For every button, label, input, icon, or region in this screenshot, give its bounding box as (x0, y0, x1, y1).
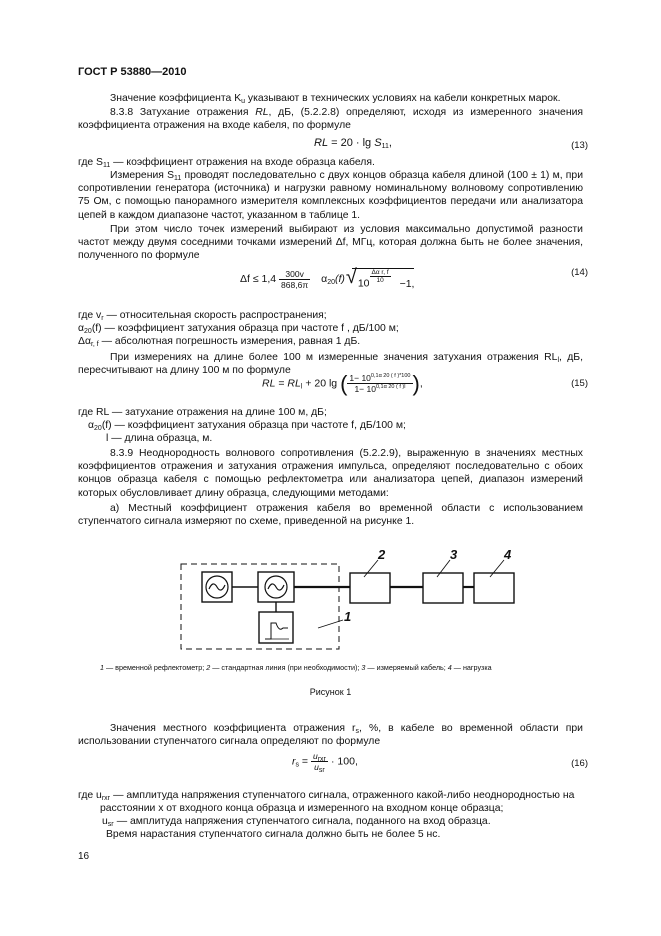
paragraph-local-reflection: Значения местного коэффициента отражения $r_s$, %, в кабеле во временной области при использовании ступенчатого сигнала определяют по формуле (78, 723, 583, 748)
where-14-alpha: $\alpha_{20}(f)$ — коэффициент затухания образца при частоте f , дБ/100 м; (78, 323, 399, 335)
paragraph-coefficient: Значение коэффициента $K_u$ указывают в технических условиях на кабели конкретных марок. (110, 93, 561, 105)
where-13: где $S_{11}$ — коэффициент отражения на входе образца кабеля. (78, 157, 375, 169)
where-14-vr: где $v_r$ — относительная скорость распространения; (78, 310, 327, 322)
equation-number-13: (13) (571, 140, 588, 151)
paragraph-8-3-8: 8.3.8 Затухание отражения RL, дБ, (5.2.2.8) определяют, исходя из измеренного значения коэффициента отражения на входе кабеля, по формуле (78, 107, 583, 132)
paragraph-length-recalc: При измерениях на длине более 100 м измеренные значения затухания отражения $RL_l$, дБ, пересчитывают на длину 100 м по формуле (78, 352, 583, 377)
paragraph-measurement-points: При этом число точек измерений выбирают из условия максимально допустимой разности частот между двумя соседними точками измерений Δf, МГц, которая должна быть не более значения, полученного по формуле (78, 224, 583, 262)
document-header: ГОСТ Р 53880—2010 (78, 66, 187, 78)
where-16-urx: где $u_{rxг}$ — амплитуда напряжения ступенчатого сигнала, отраженного какой-либо неоднородностью на расстоянии x от входного конца образца и измеренного на входном конце образца; (78, 790, 575, 815)
paragraph-s11-measurement: Измерения $S_{11}$ проводят последовательно с двух концов образца кабеля длиной (100 ± 1) м, при сопротивлении генератора (источника) и нагрузки равному номинальному волновому сопротивлению 75 Ом, с помощью панорамного измерителя комплексных коэффициентов передачи или анализатора цепей в каждом диапазоне частот, указанном в таблице 1. (78, 170, 583, 221)
equation-number-15: (15) (571, 378, 588, 389)
paragraph-rise-time: Время нарастания ступенчатого сигнала должно быть не более 5 нс. (106, 829, 441, 840)
label-2: 2 (378, 547, 386, 562)
where-15-alpha: $\alpha_{20}(f)$ — коэффициент затухания образца при частоте f, дБ/100 м; (88, 420, 406, 432)
label-1: 1 (344, 609, 352, 624)
figure-title: Рисунок 1 (309, 687, 352, 697)
equation-number-14: (14) (571, 267, 588, 278)
figure-1-diagram (0, 540, 661, 658)
reflectometer-enclosure (181, 564, 339, 649)
equation-number-16: (16) (571, 758, 588, 769)
label-4: 4 (504, 547, 512, 562)
where-15-rl: где RL — затухание отражения на длине 100 м, дБ; (78, 407, 327, 418)
where-16-us: $u_{sг}$ — амплитуда напряжения ступенчатого сигнала, поданного на вход образца. (102, 816, 491, 828)
load-box (474, 573, 514, 603)
formula-14: Δf ≤ 1,4 $\frac{300v}{868,6\pi}$ $\alpha_{20}(f)$ √ 10 $\frac{\text{Δα r, f}}{10}$ −1, (240, 266, 415, 290)
page-number: 16 (78, 851, 90, 862)
paragraph-8-3-9: 8.3.9 Неоднородность волнового сопротивления (5.2.2.9), выраженную в значениях местных коэффициентов отражения и затухания отражения импульса, определяют последовательно с обоих концов образца кабеля с помощью рефлектометра или анализатора цепей, диапазон измерений которых обусловливает длину образца, следующими методами: (78, 448, 583, 499)
where-14-delta: $\Delta\alpha_{r, f}$ — абсолютная погрешность измерения, равная 1 дБ. (78, 336, 361, 348)
label-3: 3 (450, 547, 458, 562)
formula-13: RL = $20 \cdot \lg S_{11}$, (314, 137, 392, 150)
figure-caption: 1 — временной рефлектометр; 2 — стандартная линия (при необходимости); 3 — измеряемый кабель; 4 — нагрузка (100, 663, 492, 672)
standard-line-box (350, 573, 390, 603)
where-15-length: l — длина образца, м. (106, 433, 213, 444)
cable-under-test-box (423, 573, 463, 603)
formula-16: $r_s$ = $\frac{u_{rxг}}{u_{sг}}$ · 100, (292, 751, 358, 774)
paragraph-method-a: а) Местный коэффициент отражения кабеля во временной области с использованием ступенчатого сигнала измеряют по схеме, приведенной на рисунке 1. (78, 503, 583, 528)
formula-15: RL = $RL_l + 20$ lg ( $\frac{1- 10^{0,1\alpha 20 ( f )*100}}{1- 10^{0,1\alpha 20 ( f )l}}$ ), (262, 370, 423, 396)
